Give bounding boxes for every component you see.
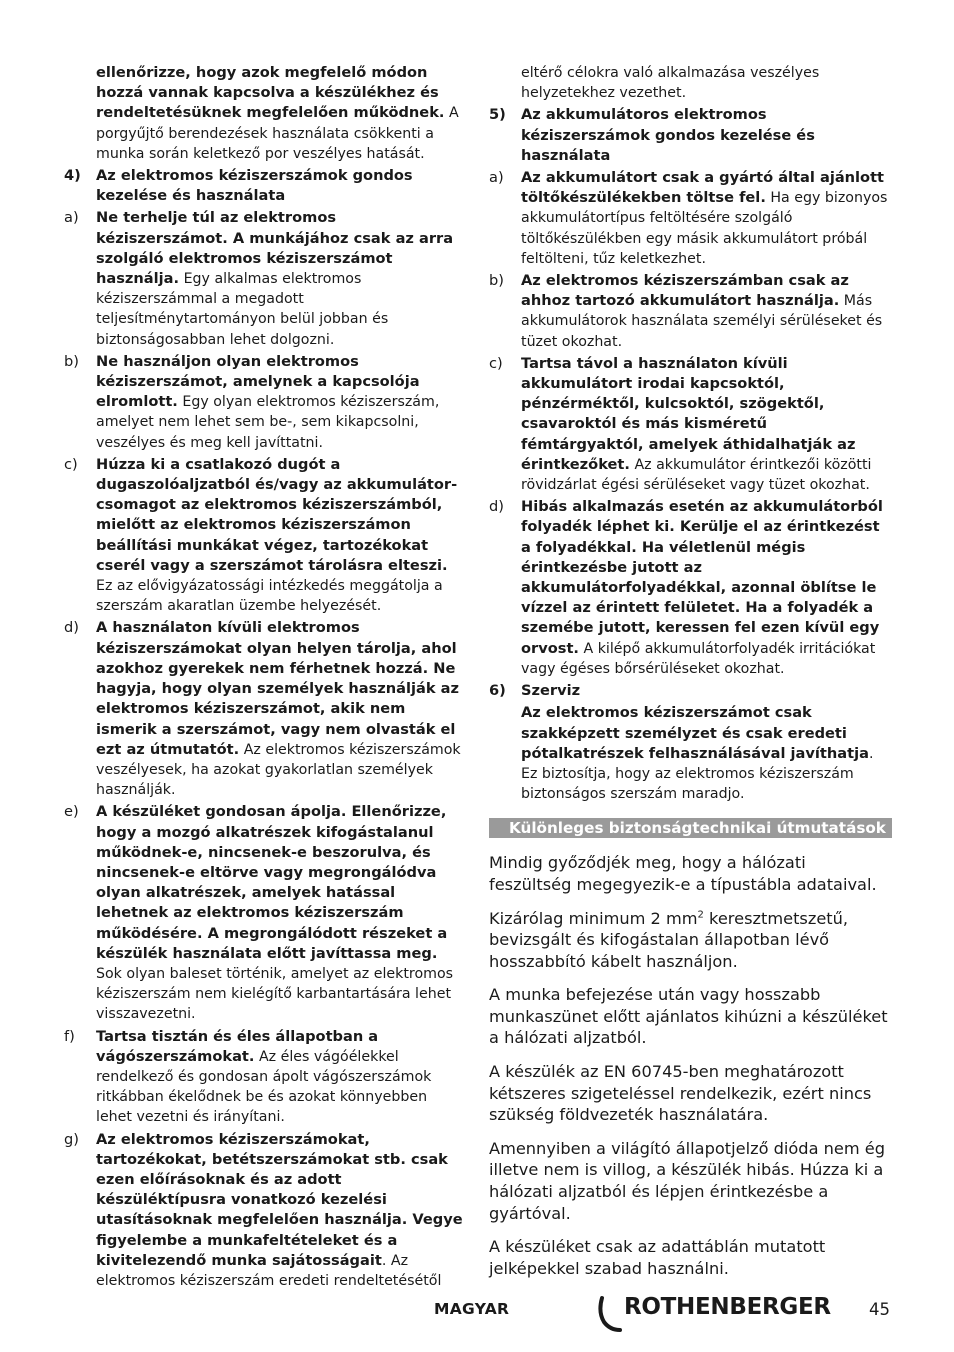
left-item-list	[64, 208, 464, 1291]
item-text	[96, 802, 464, 1024]
item-plain-text: A kilépő akkumulátorfolyadék irritációkat vagy égéses bőrsérüléseket okozhat.	[521, 640, 876, 677]
item-plain-text: . Az elektromos kéziszerszám eredeti rendeltetésétől	[96, 1252, 442, 1289]
section-5-title: Az akkumulátoros elektromos kéziszerszámok gondos kezelése és használata	[521, 106, 815, 164]
left-item	[64, 618, 464, 800]
item-label: f)	[64, 1027, 75, 1045]
item-text	[96, 618, 464, 800]
section-6-number: 6)	[489, 682, 506, 700]
section-4-heading	[64, 166, 464, 206]
left-item	[64, 455, 464, 617]
item-bold-text: Az elektromos kéziszerszámokat, tartozékokat, betétszerszámokat stb. csak ezen előírásoknak és az adott készüléktípusra vonatkozó kezelési utasításoknak megfelelően használja. Vegye figyelembe a munkafeltételeket és a kivitelezendő munka sajátosságait	[96, 1130, 463, 1269]
left-item	[64, 802, 464, 1024]
item-plain-text: Ha egy bizonyos akkumulátortípus feltöltésére szolgáló töltőkészülékben egy másik akkumulátort próbál feltölteni, tűz keletkezhet.	[521, 190, 888, 267]
item-bold-text: Tartsa távol a használaton kívüli akkumulátort irodai kapcsoktól, pénzérméktől, kulcsoktól, szögektől, csavaroktól és más kisméretű fémtárgyaktól, amelyek áthidalhatják az érintkezőket.	[521, 354, 856, 473]
item-label: c)	[489, 354, 503, 372]
section-4-title: Az elektromos kéziszerszámok gondos kezelése és használata	[96, 167, 413, 205]
insulation-paragraph: A készülék az EN 60745-ben meghatározott kétszeres szigeteléssel rendelkezik, ezért nincs szükség földvezeték használatára.	[489, 1062, 872, 1125]
item-bold-text: A készüléket gondosan ápolja. Ellenőrizze, hogy a mozgó alkatrészek kifogástalanul működnek-e, nincsenek-e beszorulva, és nincsenek-e eltörve vagy megrongálódva olyan alkatrészek, amelyek hatással lehetnek az elektromos kéziszerszám működésére. A megrongálódott részeket a készülék használata előtt javíttassa meg.	[96, 803, 448, 962]
item-plain-text: Egy olyan elektromos kéziszerszám, amelyet nem lehet sem be-, sem kikapcsolni, veszélyes és meg kell javíttatni.	[96, 394, 440, 451]
voltage-paragraph: Mindig győződjék meg, hogy a hálózati feszültség megegyezik-e a típustábla adataival.	[489, 853, 877, 894]
item-text	[96, 455, 464, 617]
section-6-bold: Az elektromos kéziszerszámot csak szakképzett személyzet és csak eredeti pótalkatrészek felhasználásával javíthatja	[521, 704, 869, 762]
item-label: b)	[64, 352, 79, 370]
intro-paragraph	[64, 63, 464, 164]
item-bold-text: Tartsa tisztán és éles állapotban a vágószerszámokat.	[96, 1027, 379, 1065]
unplug-paragraph: A munka befejezése után vagy hosszabb munkaszünet előtt ajánlatos kihúzni a készüléket a hálózati aljzatból.	[489, 985, 888, 1048]
item-text	[96, 1027, 464, 1128]
cable-paragraph	[489, 908, 893, 973]
rothenberger-logo	[596, 1292, 836, 1332]
item-text	[96, 352, 464, 453]
item-text	[521, 497, 893, 679]
right-column	[489, 63, 893, 1291]
item-plain-text: Más akkumulátorok használata személyi sérüléseket és tüzet okozhat.	[521, 293, 883, 350]
left-item	[64, 1027, 464, 1128]
item-text	[96, 1130, 464, 1292]
special-safety-heading: Különleges biztonságtechnikai útmutatások	[489, 818, 892, 838]
left-item	[64, 208, 464, 349]
symbols-paragraph: A készüléket csak az adattáblán mutatott jelképekkel szabad használni.	[489, 1237, 826, 1278]
section-6-title: Szerviz	[521, 682, 581, 700]
item-label: e)	[64, 803, 79, 821]
item-text	[521, 271, 893, 352]
section-6-heading	[489, 681, 893, 701]
cable-superscript: 2	[697, 909, 704, 921]
page-number: 45	[869, 1300, 890, 1319]
item-bold-text: Ne terhelje túl az elektromos kéziszerszámot. A munkájához csak az arra szolgáló elektromos kéziszerszámot használja.	[96, 209, 454, 288]
left-column	[64, 63, 464, 1293]
right-item-list	[489, 168, 893, 679]
section-4-number: 4)	[64, 167, 81, 185]
item-text	[521, 168, 893, 269]
right-intro-plain: eltérő célokra való alkalmazása veszélyes helyzetekhez vezethet.	[521, 65, 820, 102]
item-label: a)	[489, 169, 504, 187]
right-item	[489, 271, 893, 352]
cable-text-a: Kizárólag minimum 2 mm	[489, 908, 698, 928]
item-bold-text: Az akkumulátort csak a gyártó által ajánlott töltőkészülékekben töltse fel.	[521, 169, 885, 207]
item-label: d)	[64, 619, 79, 637]
left-item	[64, 352, 464, 453]
left-item	[64, 1130, 464, 1292]
item-bold-text: A használaton kívüli elektromos kéziszerszámokat olyan helyen tárolja, ahol azokhoz gyerekek nem férhetnek hozzá. Ne hagyja, hogy olyan személyek használják az elektromos kéziszerszámot, akik nem ismerik a szerszámot, vagy nem olvasták el ezt az útmutatót.	[96, 619, 460, 758]
item-label: c)	[64, 455, 78, 473]
item-bold-text: Húzza ki a csatlakozó dugót a dugaszolóaljzatból és/vagy az akkumulátor-csomagot az elektromos kéziszerszámból, mielőtt az elektromos kéziszerszámon beállítási munkákat végez, tartozékokat cserél vagy a szerszámot tárolásra elteszi.	[96, 455, 458, 574]
cable-text-b: keresztmetszetű, bevizsgált és kifogástalan állapotban lévő hosszabbító kábelt használjon.	[489, 908, 849, 971]
item-plain-text: Egy alkalmas elektromos kéziszerszámmal a megadott teljesítménytartományon belül jobban és biztonságosabban lehet dolgozni.	[96, 271, 389, 348]
item-plain-text: Az éles vágóélekkel rendelkező és gondosan ápolt vágószerszámok ritkábban ékelődnek be és azokat könnyebben lehet vezetni és irányítani.	[96, 1048, 432, 1126]
item-plain-text: Ez az elővigyázatossági intézkedés meggátolja a szerszám akaratlan üzembe helyezését.	[96, 578, 443, 615]
item-bold-text: Ne használjon olyan elektromos kéziszerszámot, amelynek a kapcsolója elromlott.	[96, 352, 420, 411]
item-label: b)	[489, 272, 504, 290]
section-6-body	[489, 703, 893, 804]
right-item	[489, 497, 893, 679]
item-text	[96, 208, 464, 349]
right-item	[489, 168, 893, 269]
footer-language: MAGYAR	[434, 1300, 510, 1318]
item-label: d)	[489, 498, 504, 516]
led-paragraph: Amennyiben a világító állapotjelző dióda nem ég illetve nem is villog, a készülék hibás. Húzza ki a hálózati aljzatból és lépjen érintkezésbe a gyártóval.	[489, 1138, 886, 1223]
item-plain-text: Az akkumulátor érintkezői közötti rövidzárlat égési sérüléseket vagy tüzet okozhat.	[521, 456, 872, 494]
item-label: a)	[64, 209, 79, 227]
item-bold-text: Az elektromos kéziszerszámban csak az ahhoz tartozó akkumulátort használja.	[521, 272, 849, 310]
section-6-plain: . Ez biztosítja, hogy az elektromos kéziszerszám biztonságos szerszám maradjo.	[521, 745, 874, 803]
right-intro-paragraph	[489, 63, 893, 103]
item-plain-text: Sok olyan baleset történik, amelyet az elektromos kéziszerszám nem kielégítő karbantartására lehet visszavezetni.	[96, 965, 454, 1023]
logo-wordmark: ROTHENBERGER	[624, 1294, 831, 1320]
intro-plain: A porgyűjtő berendezések használata csökkenti a munka során keletkező por veszélyes hatását.	[96, 105, 459, 162]
item-label: g)	[64, 1130, 79, 1148]
section-5-heading	[489, 105, 893, 166]
right-item	[489, 354, 893, 495]
section-5-number: 5)	[489, 106, 506, 124]
intro-bold: ellenőrizze, hogy azok megfelelő módon hozzá vannak kapcsolva a készülékhez és rendeltetésüknek megfelelően működnek.	[96, 64, 445, 122]
item-plain-text: Az elektromos kéziszerszámok veszélyesek, ha azokat gyakorlatlan személyek használják.	[96, 741, 461, 799]
item-bold-text: Hibás alkalmazás esetén az akkumulátorból folyadék léphet ki. Kerülje el az érintkezést a folyadékkal. Ha véletlenül mégis érintkezésbe jutott az akkumulátorfolyadékkal, azonnal öblítse le vízzel az érintett felületet. Ha a folyadék a szemébe jutott, keressen fel ezen kívül egy orvost.	[521, 498, 883, 657]
item-text	[521, 354, 893, 495]
